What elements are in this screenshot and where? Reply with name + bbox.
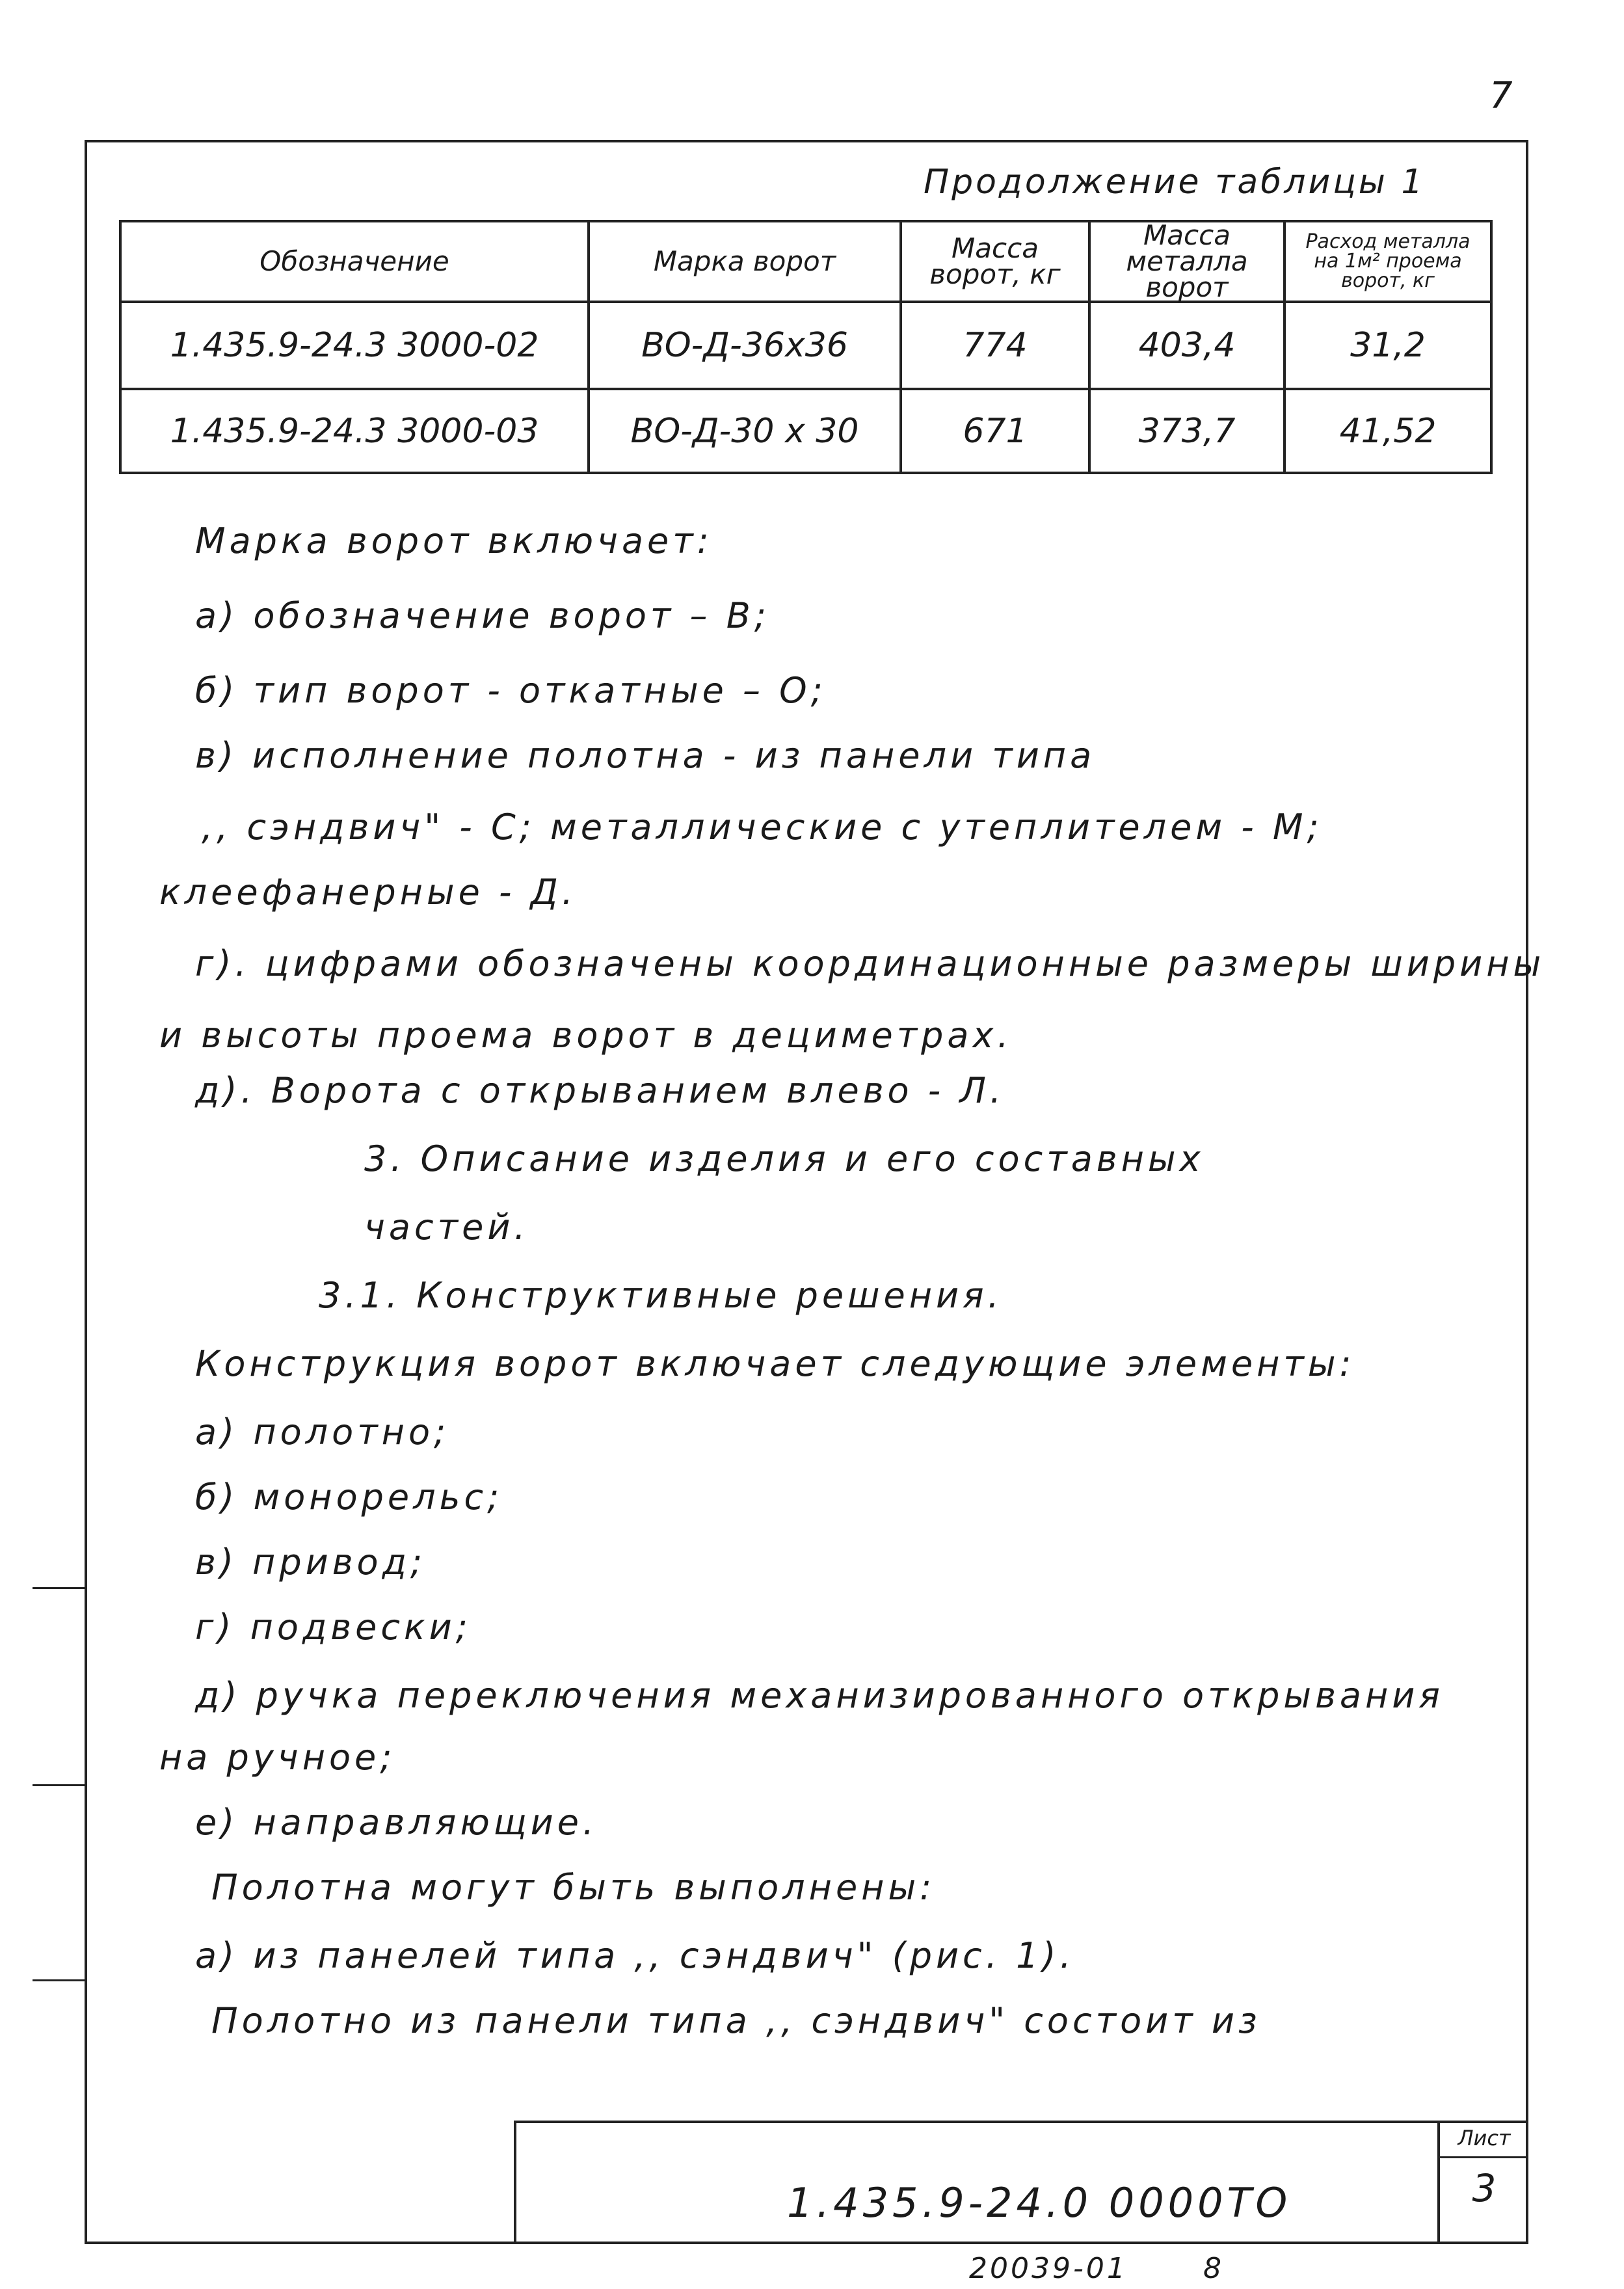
table-row [120, 302, 1491, 389]
text-line: д) ручка переключения механизированного открывания [195, 1675, 1444, 1716]
spec-table [119, 220, 1493, 474]
text-line: в) исполнение полотна - из панели типа [195, 735, 1096, 776]
text-line: Марка ворот включает: [195, 520, 713, 561]
table-row [120, 389, 1491, 473]
binding-strip [33, 1587, 85, 2244]
sheet-box [1437, 2121, 1528, 2244]
text-line: е) направляющие. [195, 1802, 598, 1843]
text-line: и высоты проема ворот в дециметрах. [159, 1015, 1013, 1056]
column-header: Обозначение [120, 221, 589, 302]
text-line: д). Ворота с открыванием влево - Л. [195, 1070, 1005, 1111]
strip-divider [33, 1979, 85, 1981]
page-number: 7 [1489, 75, 1513, 117]
inventory-number: 20039-01 [969, 2252, 1128, 2285]
text-line: б) тип ворот - откатные – О; [195, 670, 827, 711]
text-line: г) подвески; [195, 1607, 472, 1648]
document-code: 1.435.9-24.0 0000ТО [787, 2179, 1292, 2227]
table-caption: Продолжение таблицы 1 [924, 163, 1426, 202]
column-header: Расход металла на 1м² проема ворот, кг [1285, 221, 1491, 302]
text-line: Полотна могут быть выполнены: [211, 1867, 936, 1908]
column-header: Масса ворот, кг [901, 221, 1089, 302]
column-header: Марка ворот [589, 221, 901, 302]
text-line: г). цифрами обозначены координационные размеры ширины [195, 943, 1545, 984]
text-line: Конструкция ворот включает следующие элементы: [195, 1343, 1355, 1384]
text-line: на ручное; [159, 1737, 396, 1778]
strip-divider [33, 1784, 85, 1786]
section-heading: 3. Описание изделия и его составных [364, 1138, 1205, 1179]
table-cell: 41,52 [1285, 389, 1491, 473]
text-line: ,, сэндвич" - С; металлические с утеплителем - М; [202, 807, 1323, 848]
table-cell: ВО-Д-30 х 30 [589, 389, 901, 473]
table-cell: 774 [901, 302, 1089, 389]
column-header: Масса металла ворот [1089, 221, 1285, 302]
subsection-heading: 3.1. Конструктивные решения. [319, 1275, 1003, 1316]
table-header-row [120, 221, 1491, 302]
text-line: Полотно из панели типа ,, сэндвич" состоит из [211, 2000, 1261, 2041]
text-line: а) полотно; [195, 1412, 450, 1452]
sheet-label: Лист [1440, 2121, 1528, 2158]
table-cell: 31,2 [1285, 302, 1491, 389]
text-line: клеефанерные - Д. [159, 872, 577, 913]
table-cell: 671 [901, 389, 1089, 473]
table-cell: 403,4 [1089, 302, 1285, 389]
text-line: а) из панелей типа ,, сэндвич" (рис. 1). [195, 1935, 1075, 1976]
section-heading: частей. [364, 1207, 529, 1248]
table-cell: ВО-Д-36х36 [589, 302, 901, 389]
inventory-mark: 8 [1203, 2252, 1221, 2285]
table-cell: 373,7 [1089, 389, 1285, 473]
table-cell: 1.435.9-24.3 3000-02 [120, 302, 589, 389]
text-line: в) привод; [195, 1542, 427, 1583]
text-line: б) монорельс; [195, 1477, 503, 1518]
text-line: а) обозначение ворот – В; [195, 595, 770, 636]
table-cell: 1.435.9-24.3 3000-03 [120, 389, 589, 473]
sheet-number: 3 [1472, 2166, 1497, 2210]
